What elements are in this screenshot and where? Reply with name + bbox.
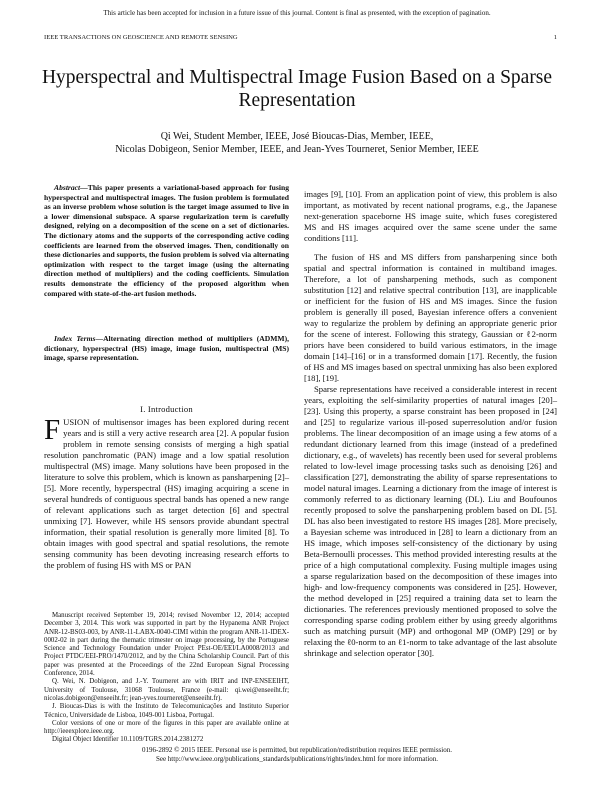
authors-line-2: Nicolas Dobigeon, Senior Member, IEEE, and Jean-Yves Tourneret, Senior Member, IEEE	[115, 144, 479, 155]
index-terms	[44, 334, 289, 363]
abstract-label: Abstract	[54, 183, 81, 192]
copyright-line: 0196-2892 © 2015 IEEE. Personal use is permitted, but republication/redistribution requires IEEE permission.	[142, 746, 452, 754]
footnote: J. Bioucas-Dias is with the Instituto de Telecomunicações and Instituto Superior Técnico, Universidade de Lisboa, 1049-001 Lisboa, Portugal.	[44, 703, 289, 719]
index-terms-text: —Alternating direction method of multipliers (ADMM), dictionary, hyperspectral (HS) image, image fusion, multispectral (MS) image, sparse representation.	[44, 334, 289, 363]
section-heading: I. Introduction	[140, 404, 193, 414]
body-paragraph: Sparse representations have received a considerable interest in recent years, exploiting the self-similarity properties of natural images [20]–[23]. Using this property, a sparse constraint has been proposed in [24] and [25] to regularize various ill-posed superresolution and/or fusion problems. The linear decomposition of an image using a few atoms of a redundant dictionary learned from this image (instead of a predefined dictionary, e.g., of wavelets) has recently been used for several problems related to low-level image processing tasks such as denoising [26] and classification [27], demonstrating the ability of sparse representations to model natural images. Learning a dictionary from the image of interest is commonly referred to as dictionary learning (DL). Liu and Boufounos recently proposed to solve the pansharpening problem based on DL [5]. DL has also been investigated to restore HS images [28]. More precisely, a Bayesian scheme was introduced in [28] to learn a dictionary from an HS image, which imposes self-consistency of the dictionary by using Beta-Bernoulli processes. This method provided interesting results at the price of a high computational complexity. Fusing multiple images using a sparse regularization based on the decomposition of these images into high- and low-frequency components was considered in [25]. However, the method developed in [25] required a training data set to learn the dictionaries. The references previously mentioned proposed to solve the corresponding sparse coding problem either by using greedy algorithms such as matching pursuit (MP) and orthogonal MP (OMP) [29] or by relaxing the ℓ0-norm to an ℓ1-norm to take advantage of the last absolute shrinkage and selection operator [30].	[304, 384, 557, 659]
author-list	[40, 130, 554, 156]
footnote: Manuscript received September 19, 2014; revised November 12, 2014; accepted December 3, 2014. This work was supported in part by the Hypanema ANR Project ANR-12-BS03-003, by ANR-11-LABX-0040-CIMI within the program ANR-11-IDEX-0002-02 in part during the thematic trimester on image processing, by the Portuguese Science and Technology Foundation under Project PEst-OE/EEI/LA0008/2013 and Project PTDC/EEI-PRO/1470/2012, and by the China Scholarship Council. Part of this paper was presented at the Proceedings of the 22nd European Signal Processing Conference, 2014.	[44, 612, 289, 678]
introduction-text: USION of multisensor images has been explored during recent years and is still a very active research area [2]. A popular fusion problem in remote sensing consists of merging a high spatial resolution panchromatic (PAN) image and a low spatial resolution multispectral (MS) image. Many solutions have been proposed in the literature to solve this problem, which is known as pansharpening [2]–[5]. More recently, hyperspectral (HS) imaging acquiring a scene in several hundreds of contiguous spectral bands has opened a new range of relevant applications such as target detection [6] and spectral unmixing [7]. However, while HS sensors provide abundant spectral information, their spatial resolution is generally more limited [8]. To obtain images with good spectral and spatial resolutions, the remote sensing community has been devoting increasing research efforts to the problem of fusing HS with MS or PAN	[44, 417, 289, 570]
footnote: Q. Wei, N. Dobigeon, and J.-Y. Tourneret are with IRIT and INP-ENSEEIHT, University of Toulouse, 31068 Toulouse, France (e-mail: qi.wei@enseeiht.fr; nicolas.dobigeon@enseeiht.fr; jean-yves.tourneret@enseeiht.fr).	[44, 678, 289, 702]
page-number: 1	[553, 34, 557, 41]
authors-line-1: Qi Wei, Student Member, IEEE, José Bioucas-Dias, Member, IEEE,	[160, 131, 434, 142]
acceptance-notice: This article has been accepted for inclusion in a future issue of this journal. Content is final as presented, with the exception of pagination.	[103, 9, 491, 17]
abstract	[44, 183, 289, 298]
body-paragraph: images [9], [10]. From an application point of view, this problem is also important, as motivated by recent national programs, e.g., the Japanese next-generation spaceborne HS image suite, which fuses coregistered MS and HS images acquired over the same scene under the same conditions [11].	[304, 188, 557, 243]
copyright-footer	[0, 746, 594, 764]
abstract-text: —This paper presents a variational-based approach for fusing hyperspectral and multispectral images. The fusion problem is formulated as an inverse problem whose solution is the target image assumed to live in a lower dimensional subspace. A sparse regularization term is carefully designed, relying on a decomposition of the scene on a set of dictionaries. The dictionary atoms and the supports of the corresponding active coding coefficients are learned from the observed images. Then, conditionally on these dictionaries and supports, the fusion problem is solved via alternating optimization with respect to the target image (using the alternating direction method of multipliers) and the coding coefficients. Simulation results demonstrate the efficiency of the proposed algorithm when compared with state-of-the-art fusion methods.	[44, 183, 289, 298]
drop-cap: F	[44, 414, 61, 446]
running-header	[44, 34, 557, 41]
right-column	[304, 180, 557, 659]
journal-name: IEEE TRANSACTIONS ON GEOSCIENCE AND REMOTE SENSING	[44, 34, 238, 41]
footnotes	[44, 612, 289, 745]
body-paragraph: The fusion of HS and MS differs from pansharpening since both spatial and spectral information is contained in multiband images. Therefore, a lot of pansharpening methods, such as component substitution [12] and relative spectral contribution [13], are inapplicable or inefficient for the fusion of HS and MS images. Since the fusion problem is generally ill posed, Bayesian inference offers a convenient way to regularize the problem by defining an appropriate generic prior for the scene of interest. Following this strategy, Gaussian or ℓ2-norm priors have been considered to build various estimators, in the image domain [14]–[16] or in a transformed domain [17]. Recently, the fusion of HS and MS images based on spectral unmixing has also been explored [18], [19].	[304, 252, 557, 384]
footnote: Color versions of one or more of the figures in this paper are available online at http://ieeexplore.ieee.org.	[44, 719, 289, 736]
paper-title: Hyperspectral and Multispectral Image Fusion Based on a Sparse Representation	[41, 67, 553, 111]
index-terms-label: Index Terms	[54, 334, 96, 343]
rights-link-line: See http://www.ieee.org/publications_standards/publications/rights/index.html for more information.	[155, 755, 439, 763]
footnote: Digital Object Identifier 10.1109/TGRS.2014.2381272	[52, 736, 204, 744]
introduction-paragraph	[44, 414, 289, 571]
